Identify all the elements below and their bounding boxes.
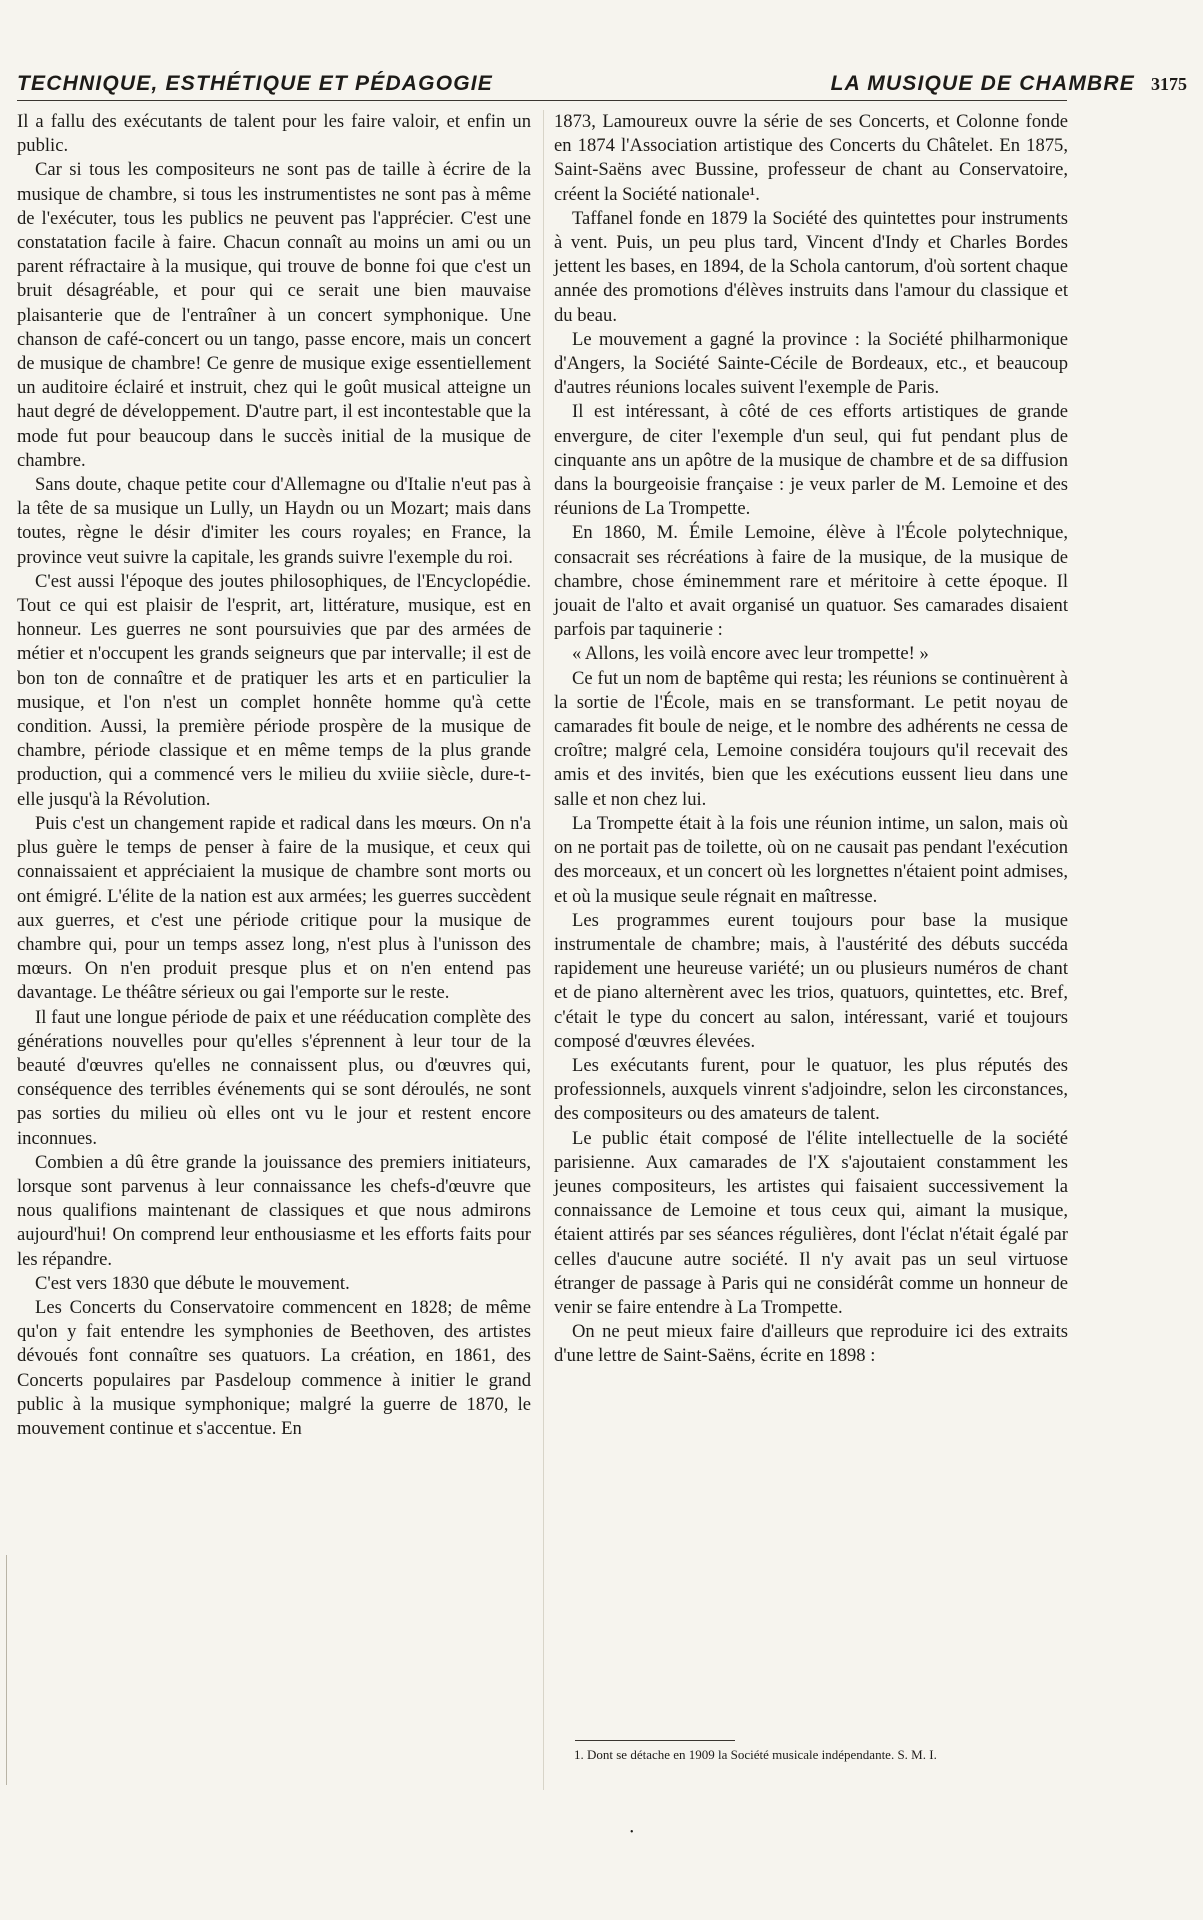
footnote: 1. Dont se détache en 1909 la Société musicale indépendante. S. M. I. <box>574 1747 937 1762</box>
paragraph: En 1860, M. Émile Lemoine, élève à l'École polytechnique, consacrait ses récréations à faire de la musique, de la musique de chambre, chose éminemment rare et méritoire à cette époque. Il jouait de l'alto et avait organisé un quatuor. Ses camarades disaient parfois par taquinerie : <box>554 522 1068 641</box>
paragraph: Les exécutants furent, pour le quatuor, les plus réputés des professionnels, auxquels vinrent s'adjoindre, selon les circonstances, des compositeurs ou des amateurs de talent. <box>554 1054 1068 1125</box>
running-header <box>17 72 1187 102</box>
page-number: 3175 <box>1151 74 1187 94</box>
left-column <box>17 110 531 1441</box>
running-header-right: LA MUSIQUE DE CHAMBRE <box>830 72 1135 95</box>
paragraph: Car si tous les compositeurs ne sont pas de taille à écrire de la musique de chambre, si tous les instrumentistes ne sont pas à même de l'exécuter, tous les publics ne peuvent pas l'apprécier. C'est une constatation facile à faire. Chacun connaît au moins un ami ou un parent réfractaire à la musique, qui trouve de bonne foi que c'est un bruit désagréable, et pour qui ce serait une bien mauvaise plaisanterie que de l'entraîner à un concert symphonique. Une chanson de café-concert ou un tango, passe encore, mais un concert de musique de chambre! Ce genre de musique exige essentiellement un auditoire éclairé et instruit, chez qui le goût musical atteigne un haut degré de développement. D'autre part, il est incontestable que la mode fut pour beaucoup dans le succès initial de la musique de chambre. <box>17 159 531 471</box>
paragraph: « Allons, les voilà encore avec leur trompette! » <box>572 643 929 665</box>
paragraph: Taffanel fonde en 1879 la Société des quintettes pour instruments à vent. Puis, un peu plus tard, Vincent d'Indy et Charles Bordes jettent les bases, en 1894, de la Schola cantorum, d'où sortent chaque année des promotions d'élèves instruits dans l'amour du classique et du beau. <box>554 207 1068 326</box>
paragraph: Le mouvement a gagné la province : la Société philharmonique d'Angers, la Société Sainte-Cécile de Bordeaux, etc., et beaucoup d'autres réunions locales suivent l'exemple de Paris. <box>554 328 1068 399</box>
paragraph: Le public était composé de l'élite intellectuelle de la société parisienne. Aux camarades de l'X s'ajoutaient constamment les jeunes compositeurs, les artistes qui faisaient successivement la connaissance de Lemoine et tous ceux qui, aimant la musique, étaient attirés par ses séances régulières, dont l'éclat n'était égalé par celles d'aucune autre société. Il n'y avait pas un seul virtuose étranger de passage à Paris qui ne considérât comme un honneur de venir se faire entendre à La Trompette. <box>554 1127 1068 1318</box>
paragraph: Sans doute, chaque petite cour d'Allemagne ou d'Italie n'eut pas à la tête de sa musique un Lully, un Haydn ou un Mozart; mais dans toutes, règne le désir d'imiter les cours royales; en France, la province veut suivre la capitale, les grands suivre l'exemple du roi. <box>17 474 531 568</box>
paragraph: Il faut une longue période de paix et une rééducation complète des générations nouvelles pour qu'elles s'éprennent à leur tour de la beauté d'œuvres qu'elles ne connaissent plus, ou d'œuvres qui, conséquence des terribles événements qui se sont déroulés, ne sont pas sorties du milieu où elles ont vu le jour et restent encore inconnues. <box>17 1006 531 1149</box>
header-rule <box>17 100 1067 101</box>
paragraph: Les programmes eurent toujours pour base la musique instrumentale de chambre; mais, à l'austérité des débuts succéda rapidement une heureuse variété; un ou plusieurs numéros de chant et de piano alternèrent avec les trios, quatuors, quintettes, etc. Bref, c'était le type du concert au salon, intéressant, varié et toujours composé d'œuvres élevées. <box>554 909 1068 1052</box>
paragraph: La Trompette était à la fois une réunion intime, un salon, mais où on ne portait pas de toilette, où on ne causait pas pendant l'exécution des morceaux, et un concert où les lorgnettes n'étaient point admises, et où la musique seule régnait en maîtresse. <box>554 812 1068 907</box>
paragraph: C'est aussi l'époque des joutes philosophiques, de l'Encyclopédie. Tout ce qui est plaisir de l'esprit, art, littérature, musique, est en honneur. Les guerres ne sont poursuivies que par des armées de métier et n'occupent les grands seigneurs que par intervalle; il est de bon ton de connaître et de pratiquer les arts et en particulier la musique, et l'on n'est un complet honnête homme qu'à cette condition. Aussi, la première période prospère de la musique de chambre, période classique et en même temps de la plus grande production, qui a commencé vers le milieu du xviiie siècle, dure-t-elle jusqu'à la Révolution. <box>17 570 531 810</box>
column-gutter <box>543 110 544 1790</box>
right-column <box>554 110 1068 1369</box>
paragraph: Puis c'est un changement rapide et radical dans les mœurs. On n'a plus guère le temps de penser à faire de la musique, et ceux qui connaissaient et appréciaient la musique de chambre sont morts ou ont émigré. L'élite de la nation est aux armées; les guerres succèdent aux guerres, et c'est une période critique pour la musique de chambre qui, pour un temps assez long, n'est plus à l'unisson des mœurs. On n'en produit presque plus et on n'en entend pas davantage. Le théâtre sérieux ou gai l'emporte sur le reste. <box>17 812 531 1004</box>
paragraph: On ne peut mieux faire d'ailleurs que reproduire ici des extraits d'une lettre de Saint-Saëns, écrite en 1898 : <box>554 1321 1068 1367</box>
running-header-left: TECHNIQUE, ESTHÉTIQUE ET PÉDAGOGIE <box>17 72 494 95</box>
paragraph: Il est intéressant, à côté de ces efforts artistiques de grande envergure, de citer l'exemple d'un seul, qui fut pendant plus de cinquante ans un apôtre de la musique de chambre et de sa diffusion dans la bourgeoisie française : je veux parler de M. Lemoine et des réunions de La Trompette. <box>554 401 1068 520</box>
paragraph: Ce fut un nom de baptême qui resta; les réunions se continuèrent à la sortie de l'École, mais en se transformant. Le petit noyau de camarades fit boule de neige, et le nombre des adhérents ne cessa de croître; malgré cela, Lemoine considéra toujours qu'il recevait des amis et des invités, bien que les exécutions eussent lieu dans une salle et non chez lui. <box>554 667 1068 810</box>
page-speck: • <box>630 1827 634 1838</box>
footnote-rule <box>575 1740 735 1741</box>
paragraph: 1873, Lamoureux ouvre la série de ses Concerts, et Colonne fonde en 1874 l'Association artistique des Concerts du Châtelet. En 1875, Saint-Saëns avec Bussine, professeur de chant au Conservatoire, créent la Société nationale¹. <box>554 111 1068 205</box>
paragraph: Les Concerts du Conservatoire commencent en 1828; de même qu'on y fait entendre les symphonies de Beethoven, des artistes dévoués font connaître ses quatuors. La création, en 1861, des Concerts populaires par Pasdeloup commence à initier le grand public à la musique symphonique; malgré la guerre de 1870, le mouvement continue et s'accentue. En <box>17 1296 531 1439</box>
margin-mark <box>6 1555 7 1785</box>
paragraph: Il a fallu des exécutants de talent pour les faire valoir, et enfin un public. <box>17 111 531 157</box>
paragraph: C'est vers 1830 que débute le mouvement. <box>35 1272 350 1294</box>
paragraph: Combien a dû être grande la jouissance des premiers initiateurs, lorsque sont parvenus à leur connaissance les chefs-d'œuvre que nous qualifions maintenant de classiques et que nous admirons aujourd'hui! On comprend leur enthousiasme et les efforts faits pour les répandre. <box>17 1151 531 1270</box>
